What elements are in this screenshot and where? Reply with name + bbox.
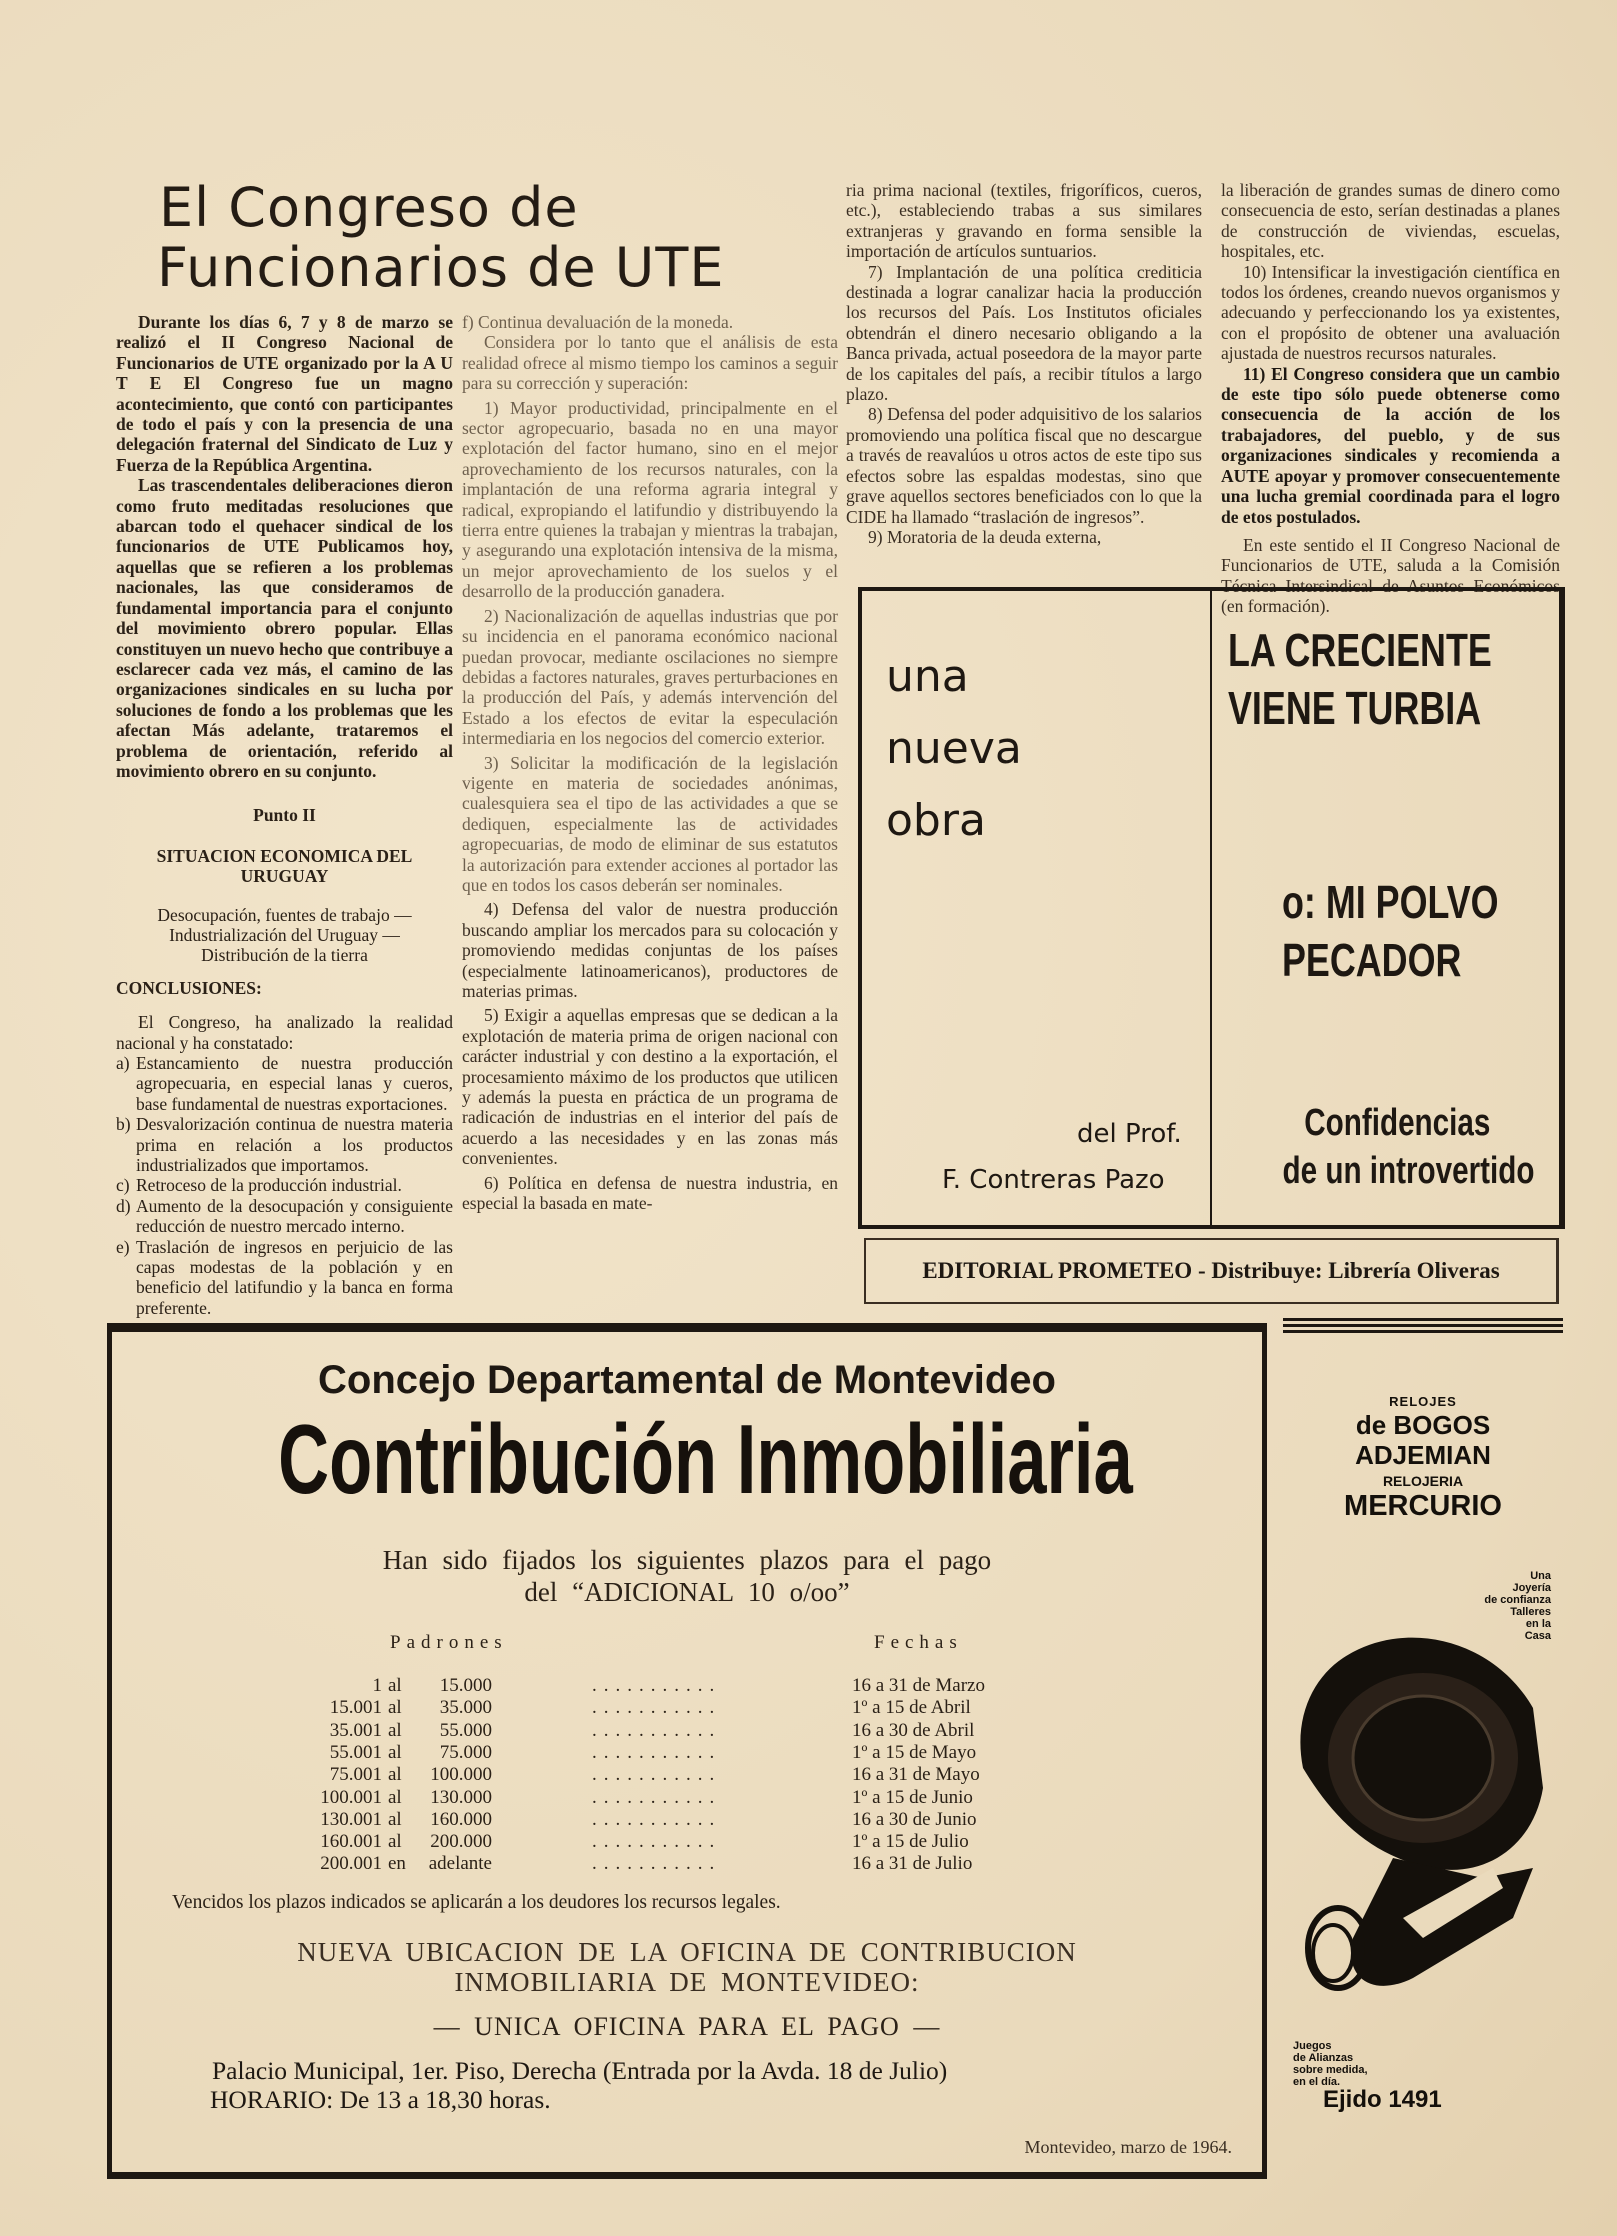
list-item [116,1237,453,1319]
padron-to: 55.000 [439,1719,492,1741]
slogan-line: Una [1530,1570,1551,1582]
ad-relojes: RELOJES [1389,1394,1457,1409]
ad-date: Montevideo, marzo de 1964. [1024,2137,1232,2157]
padron-separator: en [388,1853,406,1875]
watch-illustration-icon [1283,1618,1563,2038]
paragraph: 11) El Congreso considera que un cambio de este tipo sólo puede obtenerse como consecuencia de la acción de los trabajadores, del pueblo, y de sus organizaciones sindicales y recomienda a AUTE apoyar y promover consecuentemente una lucha gremial coordinada para el logro de etos postulados. [1221,363,1560,527]
padron-separator: al [388,1786,402,1808]
paragraph: 7) Implantación de una política crediticia destinada a lograr canalizar hacia la producción los recursos del País. Los Institutos oficiales obtendrán el dinero necesario obligando a la Banca privada, actual poseedora de la mayor parte de los capitales del país, a recibir títulos a largo plazo. [846,261,1202,405]
padron-from: 1 [372,1675,382,1696]
ad-tagline-line: obra [886,795,986,846]
slogan-line: Casa [1524,1630,1551,1642]
list-text: Aumento de la desocupación y consiguiente reducción de nuestro mercado interno. [136,1195,453,1237]
book-title-1 [880,621,1558,737]
section-subtitle: Desocupación, fuentes de trabajo — Industrialización del Uruguay — Distribución de la tierra [157,904,412,966]
office-notice-line2: INMOBILIARIA DE MONTEVIDEO: [454,1967,920,1997]
article-column-3 [846,180,1202,547]
payment-dates: 1º a 15 de Mayo [852,1741,977,1763]
slogan-line: en la [1525,1618,1551,1630]
book-title-2-line1: o: MI POLVO [1282,876,1499,928]
office-location: Palacio Municipal, 1er. Piso, Derecha (Entrada por la Avda. 18 de Julio) [212,2056,948,2085]
padron-separator: al [388,1808,402,1830]
payment-dates: 1º a 15 de Abril [852,1697,971,1719]
article-title-line2: Funcionarios de UTE [157,236,725,299]
paragraph: 10) Intensificar la investigación científica en todos los órdenes, creando nuevos organismos y adecuando y perfeccionando los ya existentes, con el propósito de obtener una avaluación ajustada de nuestros recursos naturales. [1221,261,1560,364]
article-column-1 [116,312,453,1318]
padron-to: 35.000 [439,1697,492,1719]
article-column-2 [462,312,838,1213]
ad-title: Contribución Inmobiliaria [278,1404,1133,1514]
column-header-padrones: Padrones [390,1632,508,1653]
book-title-1-line2: VIENE TURBIA [1228,682,1482,734]
ad-header: Concejo Departamental de Montevideo [318,1358,1056,1402]
slogan-line: Joyería [1512,1582,1551,1594]
alianzas-line: Juegos [1293,2040,1332,2052]
column-header-fechas: Fechas [874,1632,963,1653]
book-title-1-line1: LA CRECIENTE [1228,624,1492,676]
padron-to: adelante [428,1853,492,1875]
list-text: Retroceso de la producción industrial. [136,1175,402,1196]
book-advertisement [858,587,1565,1229]
ad-brand-line2: ADJEMIAN [1355,1440,1491,1470]
padron-to: 100.000 [430,1764,492,1786]
padron-to: 160.000 [430,1808,492,1830]
paragraph: 8) Defensa del poder adquisitivo de los salarios promoviendo una política fiscal que no descargue a través de reavalúos u otros actos de este tipo sus efectos sobre las espaldas modestas, sino que grave aquellos sectores beneficiados con lo que la CIDE ha llamado “traslación de ingresos”. [846,404,1202,527]
paragraph: 3) Solicitar la modificación de la legislación vigente en materia de sociedades anónimas, cualesquiera sea el tipo de las actividades a que se dediquen, especialmente las de actividades agropecuarias, de modo de eliminar de sus estatutos la autorización para extender acciones al portador las que en todos los casos deberán ser nominales. [462,752,838,895]
notice-text: Vencidos los plazos indicados se aplicarán a los deudores los recursos legales. [172,1892,781,1913]
leader-dots: ........... [592,1719,722,1741]
payment-dates: 16 a 31 de Julio [852,1853,973,1875]
padron-from: 15.001 [329,1697,382,1719]
office-notice-line1: NUEVA UBICACION DE LA OFICINA DE CONTRIBUCION [297,1937,1077,1967]
conclusions-list [116,1053,453,1318]
payment-dates: 1º a 15 de Julio [852,1831,969,1853]
section-heading: SITUACION ECONOMICA DEL URUGUAY [156,845,413,887]
padron-to: 75.000 [439,1741,492,1763]
padron-from: 160.001 [320,1831,382,1853]
alianzas-line: de Alianzas [1293,2052,1354,2064]
paragraph: 2) Nacionalización de aquellas industrias que por su incidencia en el panorama económico nacional puedan provocar, mediante oscilaciones no siempre debidas a factores naturales, graves perturbaciones en la producción del País, y además intervención del Estado a los efectos de evitar la especulación intermediaria en los negocios del comercio exterior. [462,605,838,749]
ad-tagline-line: una [886,651,969,702]
ad-address: Ejido 1491 [1323,2086,1442,2113]
slogan-line: de confianza [1484,1594,1551,1606]
slogan-line: Talleres [1510,1606,1551,1618]
article-title-line1: El Congreso de [159,176,579,239]
ad-alianzas [1293,2040,1368,2088]
ad-tagline-line: nueva [886,723,1022,774]
payment-dates: 16 a 30 de Abril [852,1719,975,1741]
alianzas-line: en el día. [1293,2076,1341,2088]
ad-store-name: MERCURIO [1344,1490,1502,1522]
padron-from: 130.001 [320,1808,382,1830]
paragraph: Considera por lo tanto que el análisis de esta realidad ofrece al mismo tiempo los caminos a seguir para su corrección y superación: [462,332,838,394]
article-title [157,178,724,298]
list-item [116,1114,453,1175]
padron-from: 35.001 [329,1719,382,1741]
office-address [212,2056,947,2114]
ad-intro-line2: del “ADICIONAL 10 o/oo” [524,1577,850,1607]
padron-to: 130.000 [430,1786,492,1808]
payment-dates: 16 a 30 de Junio [852,1808,977,1830]
payment-dates: 16 a 31 de Marzo [852,1675,985,1696]
paragraph: f) Continua devaluación de la moneda. [462,312,734,332]
padron-separator: al [388,1741,402,1763]
list-label: a) [116,1053,130,1073]
list-text: Desvalorización continua de nuestra materia prima en relación a los productos industrializados que importamos. [136,1114,453,1176]
tax-advertisement [107,1323,1267,2179]
leader-dots: ........... [592,1831,722,1853]
decorative-bars [1283,1318,1563,1333]
leader-dots: ........... [592,1808,722,1830]
paragraph: 4) Defensa del valor de nuestra producción buscando ampliar los mercados para su colocación y promoviendo medidas conjuntas de los países (especialmente latinoamericanos), productores de materias primas. [462,899,838,1001]
ad-intro-line1: Han sido fijados los siguientes plazos para el pago [382,1545,992,1575]
paragraph: la liberación de grandes sumas de dinero como consecuencia de esto, serían destinadas a planes de construcción de viviendas, escuelas, hospitales, etc. [1221,180,1560,262]
list-label: d) [116,1195,131,1216]
list-label: e) [116,1236,130,1257]
list-item [116,1053,453,1114]
book-title-2 [1282,873,1542,989]
payment-dates: 1º a 15 de Junio [852,1786,973,1808]
article-column-4 [1221,180,1560,617]
book-title-3-line1: Confidencias [1303,1102,1491,1144]
paragraph: ria prima nacional (textiles, frigoríficos, cueros, etc.), estableciendo trabas a sus similares extranjeras y gravando en forma sensible la importación de artículos suntuarios. [846,180,1202,262]
list-item [116,1196,453,1237]
author-prefix: del Prof. [1077,1119,1182,1149]
padron-separator: al [388,1719,402,1741]
ad-intro [112,1544,1262,1608]
watch-advertisement [1283,1318,1563,2128]
paragraph: Las trascendentales deliberaciones dieron como fruto meditadas resoluciones que abarcan todo el quehacer sindical de los funcionarios de UTE Publicamos hoy, aquellas que se refieren a los problemas nacionales, las que consideramos de fundamental importancia para el conjunto del movimiento obrero popular. Ellas constituyen un nuevo hecho que contribuye a esclarecer cada vez más, el camino de las organizaciones sindicales en su lucha por soluciones de fondo a los problemas que les afectan Más adelante, trataremos el problema de orientación, referido al movimiento obrero en su conjunto. [116,475,453,781]
ad-relojeria: RELOJERIA [1382,1473,1464,1489]
list-text: Traslación de ingresos en perjuicio de las capas modestas de la población y en beneficio del latifundio y la banca en forma preferente. [136,1236,453,1318]
paragraph: 5) Exigir a aquellas empresas que se dedican a la explotación de materia prima de origen nacional con carácter industrial y con destino a la exportación, el procesamiento máximo de los productos que utilicen y además la puesta en práctica de un programa de radicación de industrias en el interior del país de acuerdo a las necesidades y en las zonas más convenientes. [462,1005,838,1169]
author-name: F. Contreras Pazo [942,1165,1165,1195]
paragraph: 6) Política en defensa de nuestra industria, en especial la basada en mate- [462,1172,838,1214]
list-label: b) [116,1114,131,1135]
conclusiones-heading: CONCLUSIONES: [116,977,262,998]
padron-to: 200.000 [430,1831,492,1853]
paragraph: En este sentido el II Congreso Nacional de Funcionarios de UTE, saluda a la Comisión Técnica Intersindical de Asuntos Económicos (en formación). [1221,534,1560,617]
list-text: Estancamiento de nuestra producción agropecuaria, en especial lanas y cueros, base fundamental de nuestras exportaciones. [136,1053,453,1114]
book-title-2-line2: PECADOR [1282,934,1462,986]
padron-from: 200.001 [320,1853,382,1875]
office-hours: HORARIO: De 13 a 18,30 horas. [210,2085,551,2114]
paragraph: El Congreso, ha analizado la realidad nacional y ha constatado: [116,1012,453,1053]
office-notice [112,1937,1262,1997]
leader-dots: ........... [592,1786,722,1808]
paragraph: Durante los días 6, 7 y 8 de marzo se realizó el II Congreso Nacional de Funcionarios de UTE organizado por la A U T E El Congreso fue un magno acontecimiento, que contó con participantes de todo el país y con la presencia de una delegación fraternal del Sindicato de Luz y Fuerza de la República Argentina. [116,312,453,475]
alianzas-line: sobre medida, [1293,2064,1368,2076]
single-office-notice: — UNICA OFICINA PARA EL PAGO — [433,2012,941,2041]
padron-from: 55.001 [329,1741,382,1763]
padron-to: 15.000 [439,1675,492,1696]
padron-separator: al [388,1764,402,1786]
padron-from: 100.001 [320,1786,382,1808]
leader-dots: ........... [592,1697,722,1719]
book-title-3-line2: de un introvertido [1282,1150,1535,1192]
publisher-banner: EDITORIAL PROMETEO - Distribuye: Librería Oliveras [864,1238,1559,1304]
leader-dots: ........... [592,1853,722,1875]
padron-separator: al [388,1697,402,1719]
payment-dates: 16 a 31 de Mayo [852,1764,980,1786]
paragraph: 1) Mayor productividad, principalmente en el sector agropecuario, basada no en una mayor explotación del factor humano, sino en el mejor aprovechamiento de los recursos naturales, con la implantación de una reforma agraria integral y radical, expropiando el latifundio y distribuyendo la tierra entre quienes la trabajan y mientras la trabajan, y asegurando una explotación intensiva de la misma, un mejor aprovechamiento de los suelos y el desarrollo de la producción ganadera. [462,397,838,602]
punto-heading: Punto II [253,805,316,826]
padron-separator: al [388,1831,402,1853]
paragraph: 9) Moratoria de la deuda externa, [868,526,1102,547]
ad-brand-line1: de BOGOS [1355,1410,1491,1440]
leader-dots: ........... [592,1741,722,1763]
leader-dots: ........... [592,1675,722,1696]
list-label: c) [116,1175,130,1196]
padron-from: 75.001 [329,1764,382,1786]
padron-separator: al [388,1675,402,1696]
book-title-3 [1247,1099,1547,1195]
list-item [116,1175,453,1195]
leader-dots: ........... [592,1764,722,1786]
